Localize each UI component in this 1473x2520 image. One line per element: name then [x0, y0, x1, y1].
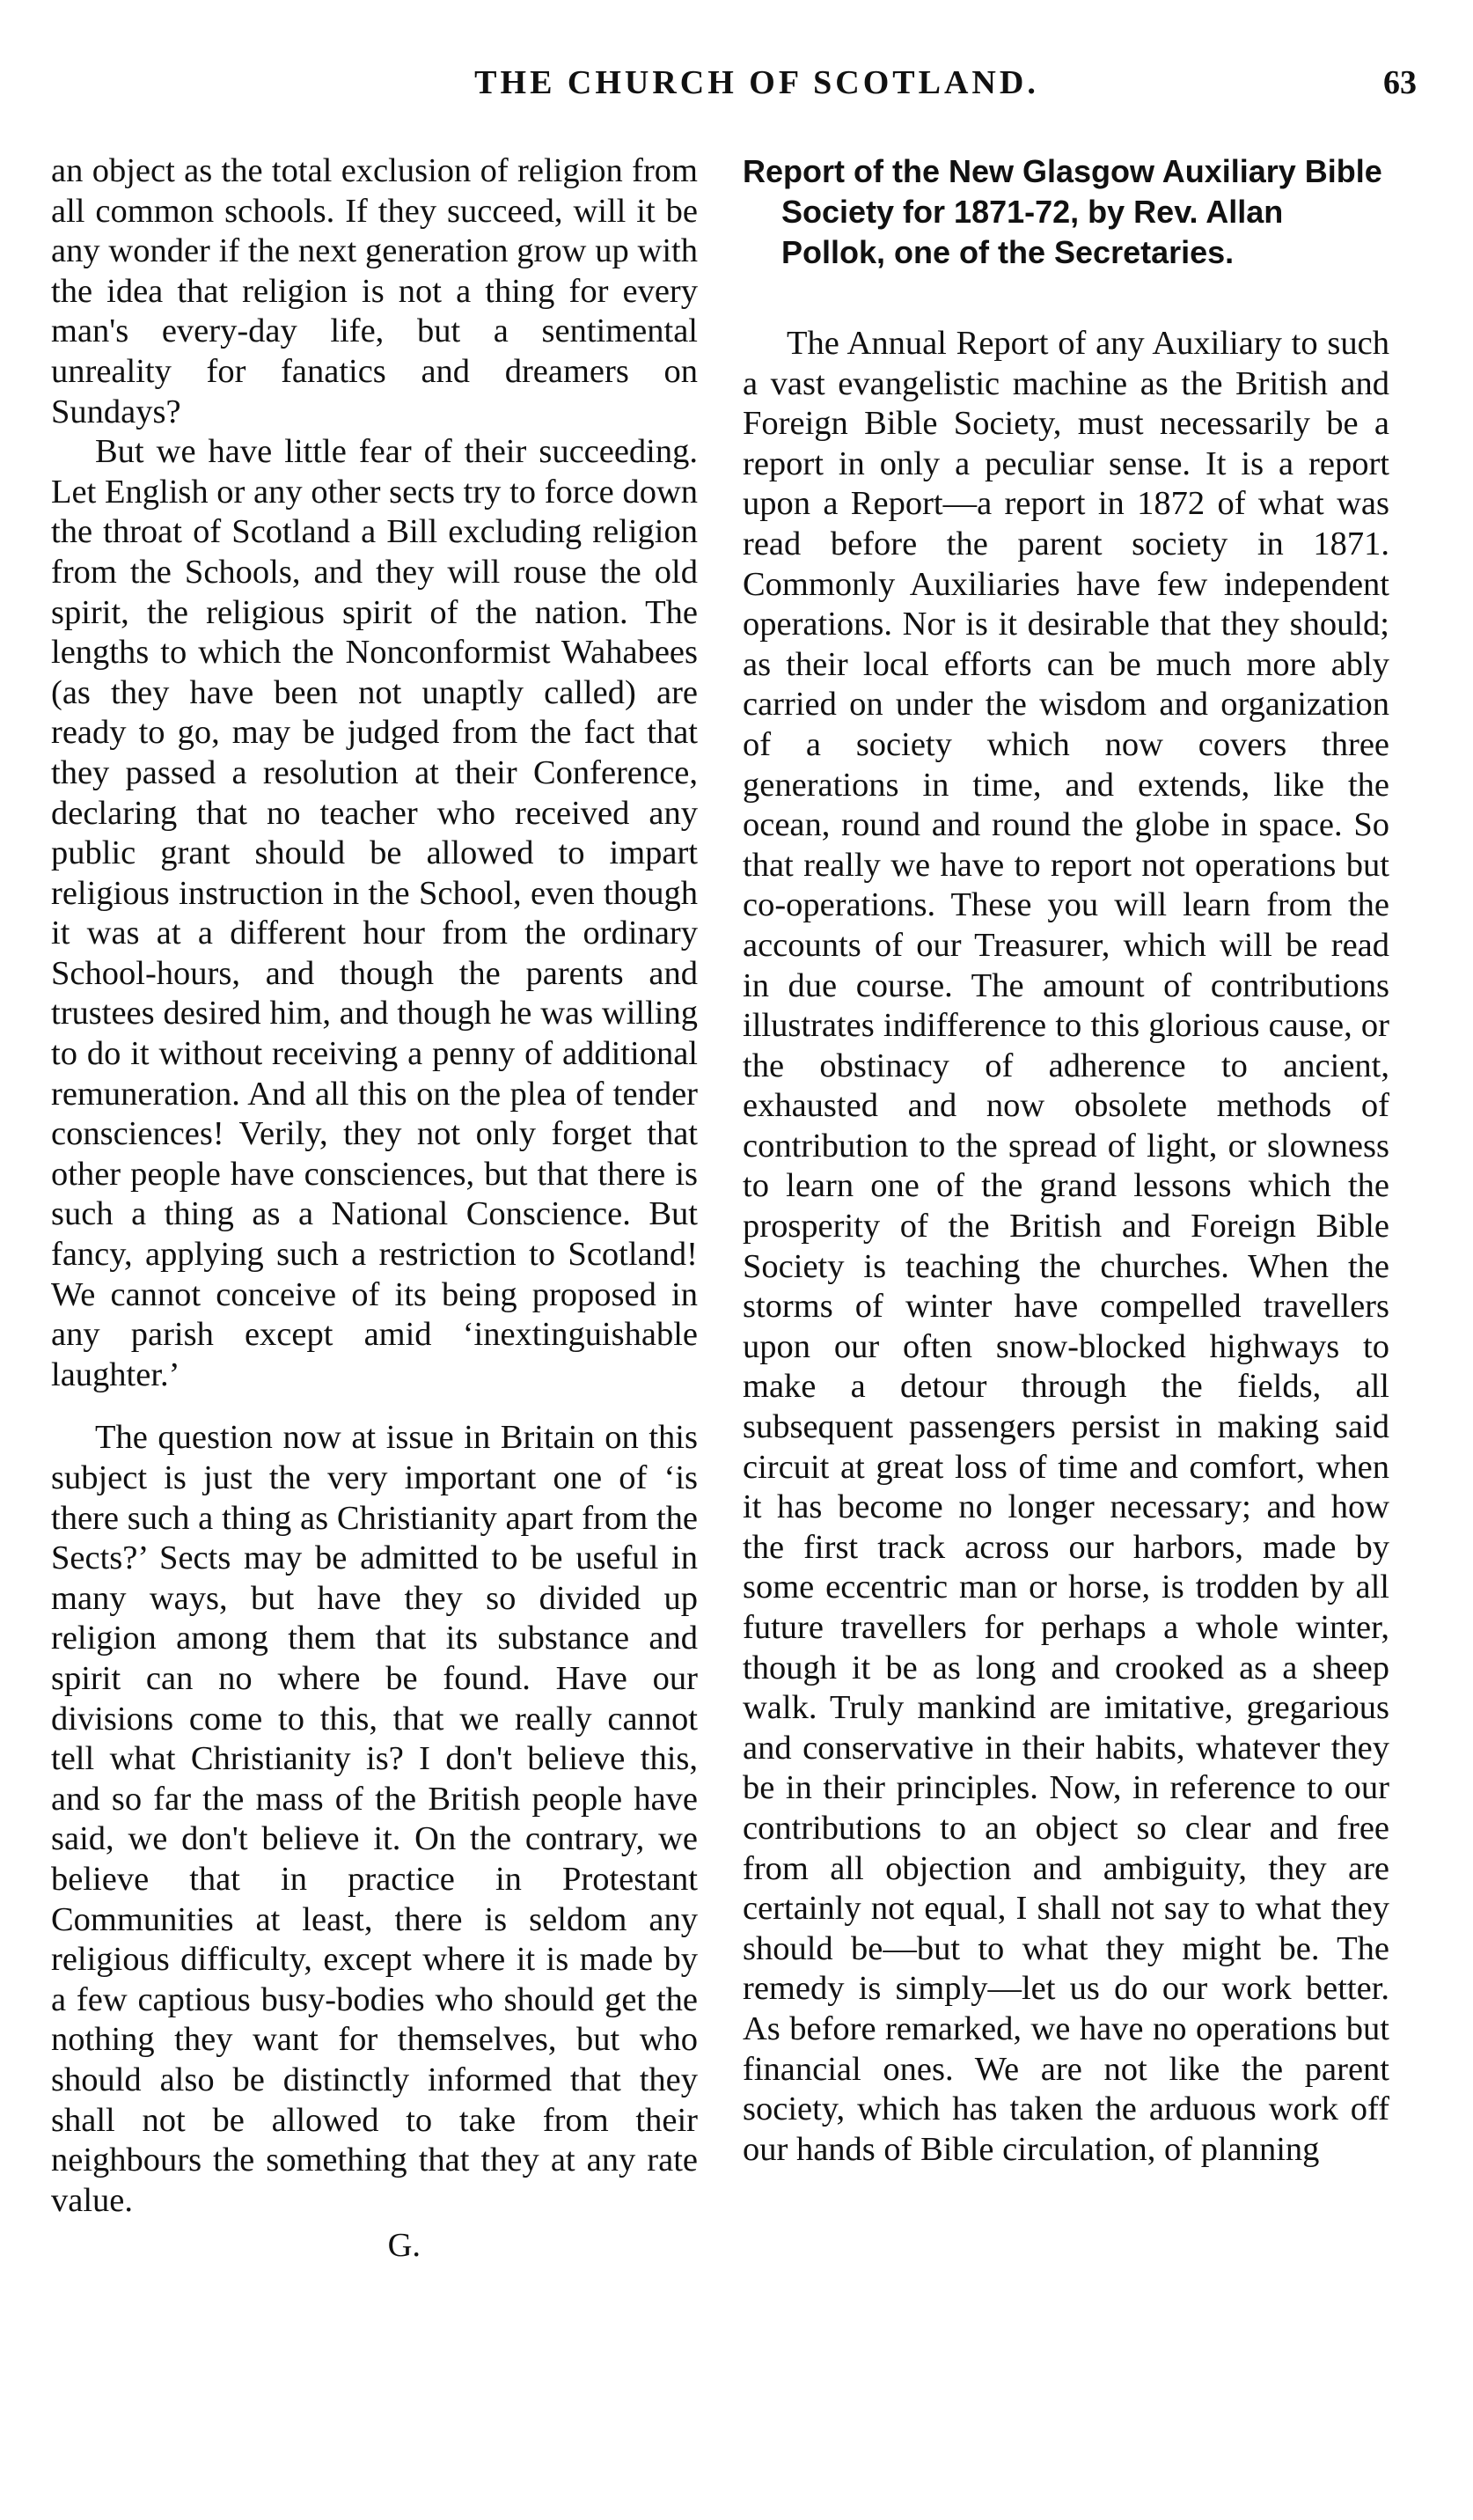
paragraph: an object as the total exclusion of religion from all common schools. If they succeed, will it be any wonder if the next generation grow up with the idea that religion is not a thing for every man's every-day life, but a sentimental unreality for fanatics and dreamers on Sundays?	[51, 152, 698, 430]
running-head	[97, 63, 1417, 116]
paragraph: The Annual Report of any Auxiliary to such a vast evangelistic machine as the British and Foreign Bible Society, must necessarily be a report in only a peculiar sense. It is a report upon a Report—a report in 1872 of what was read before the parent society in 1871. Commonly Auxiliaries have few independent operations. Nor is it desirable that they should; as their local efforts can be much more ably carried on under the wisdom and organization of a society which now covers three generations in time, and extends, like the ocean, round and round the globe in space. So that really we have to report not operations but co-operations. These you will learn from the accounts of our Treasurer, which will be read in due course. The amount of contributions illustrates indifference to this glorious cause, or the obstinacy of adherence to ancient, exhausted and now obsolete methods of contribution to the spread of light, or slowness to learn one of the grand lessons which the prosperity of the British and Foreign Bible Society is teaching the churches. When the storms of winter have compelled travellers upon our often snow-blocked highways to make a detour through the fields, all subsequent passengers persist in making said circuit at great loss of time and comfort, when it has become no longer necessary; and how the first track across our harbors, made by some eccentric man or horse, is trodden by all future travellers for perhaps a whole winter, though it be as long and crooked as a sheep walk. Truly mankind are imitative, gregarious and conservative in their habits, whatever they be in their principles. Now, in reference to our contributions to an object so clear and free from all objection and ambiguity, they are certainly not equal, I shall not say to what they should be—but to what they might be. The remedy is simply—let us do our work better. As before remarked, we have no operations but financial ones. We are not like the parent society, which has taken the arduous work off our hands of Bible circulation, of planning	[743, 325, 1389, 2168]
running-title: THE CHURCH OF SCOTLAND.	[474, 64, 1039, 101]
left-column	[51, 151, 698, 2267]
paragraph: The question now at issue in Britain on this subject is just the very important one of ‘is there such a thing as Christianity apart from the Sects?’ Sects may be admitted to be useful in many ways, but have they so divided up religion among them that its substance and spirit can no where be found. Have our divisions come to this, that we really cannot tell what Christianity is? I don't believe this, and so far the mass of the British people have said, we don't believe it. On the contrary, we believe that in practice in Protestant Communities at least, there is seldom any religious difficulty, except where it is made by a few captious busy-bodies who should get the nothing they want for themselves, but who should also be distinctly informed that they shall not be allowed to take from their neighbours the something that they at any rate value.	[51, 1419, 698, 2219]
author-signature: G.	[387, 2227, 421, 2265]
right-column	[743, 151, 1389, 2170]
article-heading: Report of the New Glasgow Auxiliary Bible Society for 1871-72, by Rev. Allan Pollok, one of the Secretaries.	[743, 153, 1382, 270]
page-number: 63	[1383, 64, 1417, 101]
paragraph: But we have little fear of their succeeding. Let English or any other sects try to force down the throat of Scotland a Bill excluding religion from the Schools, and they will rouse the old spirit, the religious spirit of the nation. The lengths to which the Nonconformist Wahabees (as they have been not unaptly called) are ready to go, may be judged from the fact that they passed a resolution at their Conference, declaring that no teacher who received any public grant should be allowed to impart religious instruction in the School, even though it was at a different hour from the ordinary School-hours, and though the parents and trustees desired him, and though he was willing to do it without receiving a penny of additional remuneration. And all this on the plea of tender consciences! Verily, they not only forget that other people have consciences, but that there is such a thing as a National Conscience. But fancy, applying such a restriction to Scotland! We cannot conceive of its being proposed in any parish except amid ‘inextinguishable laughter.’	[51, 433, 698, 1393]
